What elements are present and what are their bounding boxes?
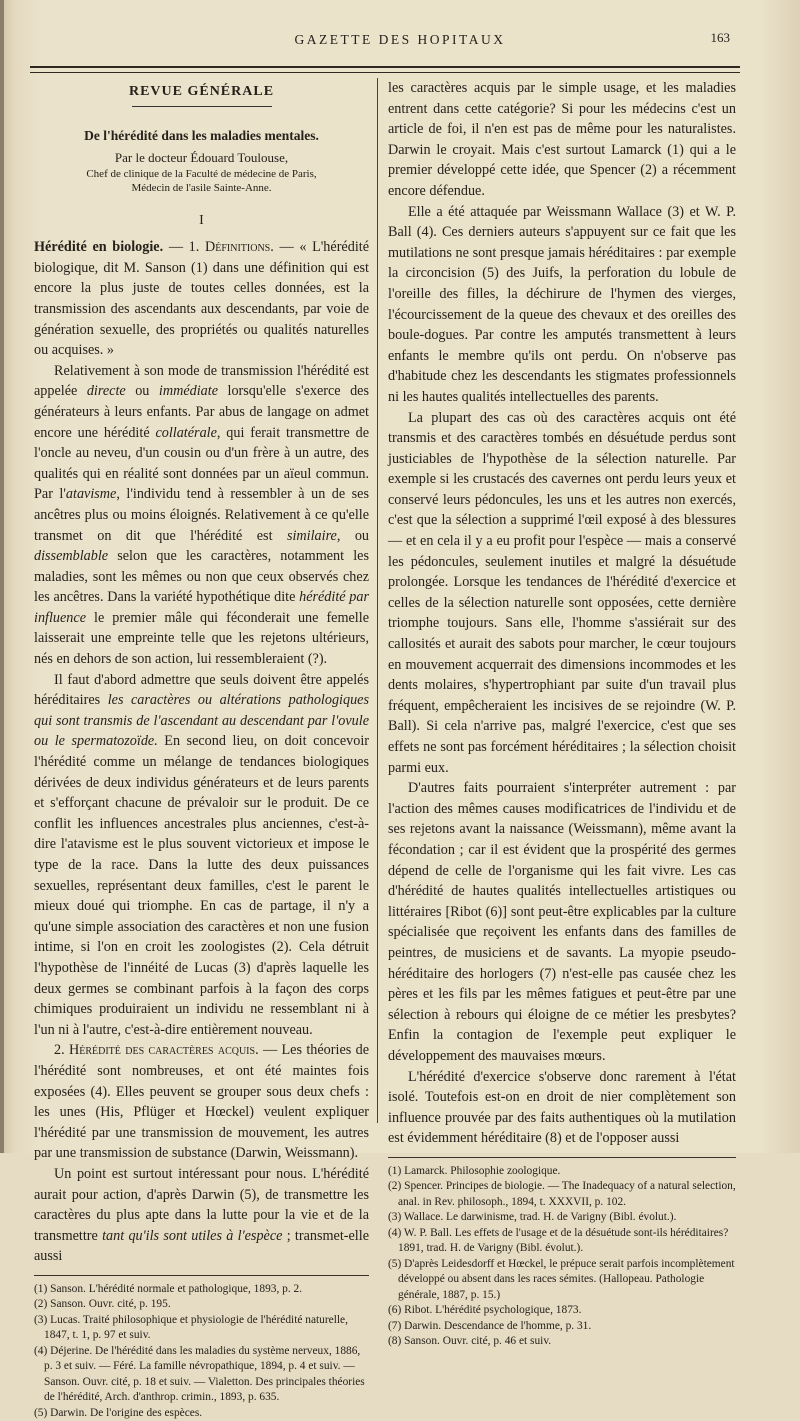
text-run: le premier mâle qui féconderait une femelle laisserait une empreinte telle que les rejetons ultérieurs, nés en dehors de son action, lui ressembleraient (?). [34,609,369,668]
footnote: (5) Darwin. De l'origine des espèces. [34,1406,203,1419]
text-run: lorsqu'elle s'exerce des générateurs à leurs enfants. Par abus de langage on admet encore une hérédité [34,383,369,441]
footnote: (8) Sanson. Ouvr. cité, p. 46 et suiv. [388,1335,552,1348]
text-run: selon que les caractères, notamment les maladies, sont les mêmes ou non que ceux observés chez les ancêtres. Dans la variété hypothétique dite [34,548,369,606]
left-column [34,78,369,1421]
part-numeral: I [199,212,204,228]
footnote: (5) D'après Leidesdorff et Hœckel, le prépuce serait parfois incomplètement développé ou absent dans les races sémites. (Hallopeau. Pathologie générale, 1887, p. 15.) [388,1257,735,1301]
text-run: , ou [336,527,370,544]
affiliation-line-1: Chef de clinique de la Faculté de médecine de Paris, [86,167,317,180]
paragraph-text: — « L'hérédité biologique, dit M. Sanson (1) dans une définition qui est encore la plus juste de toutes celles données, est la transmission des ascendants aux descendants, par voie de génération sexuelle, des propriétés ou qualités naturelles ou acquises. » [34,239,369,359]
italic-term: collatérale [155,424,217,441]
italic-term: tant qu'ils sont utiles à l'espèce [102,1227,283,1244]
text-run: — Les théories de l'hérédité sont nombreuses, et ont été maintes fois exposées (4). Elles peuvent se grouper sous deux chefs : les unes (His, Pflüger et Hœckel) veulent expliquer l'hérédité par une transmission de mouvement, les autres par une transmission de substance (Darwin, Weissmann). [34,1042,369,1162]
footnote-rule [388,1157,736,1158]
paragraph-hereditary-definition [34,670,369,1041]
paragraph-weissmann-ball: Elle a été attaquée par Weissmann Wallace (3) et W. P. Ball (4). Ces derniers auteurs s'appuyent sur ce fait que les mutilations ne sont presque jamais héréditaires : par exemple la circoncision (5) des Juifs, la perforation du lobule de l'oreille des filles, la déchirure de l'hymen des vierges, l'écourcissement de la queue des chevaux et des oreilles des boule-dogues. Par contre les amputés transmettent à leurs enfants le membre qu'ils ont perdu. On n'observe pas d'habitude chez les descendants les stigmates professionnels ni les hautes qualités intellectuelles des parents. [388,203,736,405]
italic-passage: les caractères ou altérations pathologiques qui sont transmis de l'ascendant au descendant par l'ovule ou le spermatozoïde. [34,692,369,750]
italic-term: dissemblable [34,548,109,565]
text-run: Un point est surtout intéressant pour nous. L'hérédité aurait pour action, d'après Darwin (5), de transmettre les caractères du plus apte dans la lutte pour la vie et de la transmettre [34,1165,369,1244]
author-affiliation [34,167,369,195]
footnote: (4) W. P. Ball. Les effets de l'usage et de la désuétude sont-ils héréditaires? 1891, trad. H. de Varigny (Bibl. évolut.). [388,1226,729,1255]
footnote: (3) Lucas. Traité philosophique et physiologie de l'hérédité naturelle, 1847, t. 1, p. 97 et suiv. [34,1313,348,1342]
footnote: (4) Déjerine. De l'hérédité dans les maladies du système nerveux, 1886, p. 3 et suiv. — Féré. La famille névropathique, 1894, p. 4 et suiv. — Sanson. Ouvr. cité, p. 18 et suiv. — Vialetton. Des principales théories de l'hérédité, Arch. d'anthrop. crimin., 1893, p. 635. [34,1344,365,1404]
footnote-rule [34,1275,369,1276]
subheading-acquired-characters: 2. Hérédité des caractères acquis. [54,1042,259,1059]
right-column [388,78,736,1350]
paragraph-acquired-characters [34,1040,369,1164]
italic-term: directe [86,383,126,400]
heading-heredite-biologie: Hérédité en biologie. [34,239,164,256]
right-footnotes [388,1164,736,1350]
text-run: Relativement à son mode de transmission l'hérédité est appelée [34,362,369,400]
column-divider [377,78,378,1123]
paragraph-other-interpretations: D'autres faits pourraient s'interpréter autrement : par l'action des mêmes causes modificatrices de l'individu et de ses rejetons avant la naissance (Weissmann), même avant la fécondation ; car il est évident que la prospérité des germes dépend de celle de l'organisme qui les fait vivre. Les cas d'hérédité de hautes qualités intellectuelles artistiques ou littéraires [Ribot (6)] sont peut-être explicables par la culture spécialisée que reçoivent les enfants dans des familles de peintres, de musiciens et de savants. La myopie pseudo-héréditaire des horlogers (7) n'est-elle pas causée chez les pères et les fils par les mêmes fatigues et peut-être par une sélection à rebours qui éloigne de ce métier les presbytes? Enfin la contagion de l'exemple peut expliquer le développement des mauvaises mœurs. [388,780,736,1064]
paragraph-exercise-heredity: L'hérédité d'exercice s'observe donc rarement à l'état isolé. Toutefois est-on en droit de nier complètement son influence prouvée par des faits authentiques où la mutilation est évidemment héréditaire (8) et de l'opposer aussi [388,1068,736,1147]
footnote: (1) Sanson. L'hérédité normale et pathologique, 1893, p. 2. [34,1282,303,1295]
italic-term: hérédité par influence [34,589,369,626]
footnote: (1) Lamarck. Philosophie zoologique. [388,1164,561,1177]
section-title-text: REVUE GÉNÉRALE [128,84,275,99]
footnote: (3) Wallace. Le darwinisme, trad. H. de Varigny (Bibl. évolut.). [388,1211,677,1224]
footnote: (7) Darwin. Descendance de l'homme, p. 31. [388,1319,592,1332]
section-title-underline [132,106,272,107]
paragraph-darwin [34,1164,369,1267]
page-number: 163 [710,30,730,45]
footnote: (2) Sanson. Ouvr. cité, p. 195. [34,1298,171,1311]
paragraph-natural-selection: La plupart des cas où des caractères acquis ont été transmis et des caractères tombés en désuétude perdus sont justiciables de l'hypothèse de la sélection naturelle. Par exemple si les crustacés des cavernes ont perdu leurs yeux et conservé leurs pédoncules, les uns et les autres non exercés, c'est que la sélection a supprimé l'œil exposé à des blessures — et en cela il y a eu profit pour l'espèce — mais a conservé les pédoncules, seulement inutiles et malgré la désuétude prolongée. Lorsque les tendances de l'hérédité d'exercice et celles de la sélection naturelle sont opposées, cette dernière triomphe toujours. Sans elle, l'homme s'assiérait sur des callosités et aurait des sabots pour marcher, le cœur toujours en mouvement acquerrait des dimensions incommodes et les dents molaires, s'hypertrophiant par suite d'un travail plus fréquent, empêcheraient les incisives de se rejoindre (W. P. Ball). Si cela n'arrive pas, malgré l'exercice, c'est que ses effets ne sont pas forcément héréditaires ; la sélection choisit parmi eux. [388,409,736,776]
footnote: (2) Spencer. Principes de biologie. — The Inadequacy of a natural selection, anal. in Rev. philosoph., 1894, t. XXXVII, p. 102. [388,1180,736,1208]
paragraph-continued: les caractères acquis par le simple usage, et les maladies entrent dans cette catégorie? Si pour les médecins c'est un article de foi, il n'en est pas de même pour les naturalistes. Darwin le croyait. Mais c'est surtout Lamarck (1) qui a le premier développé cette idée, que Spencer (2) a récemment encore défendue. [388,80,736,199]
article-byline: Par le docteur Édouard Toulouse, [114,149,289,165]
text-run: ; transmet-elle aussi [34,1227,369,1265]
header-rule-thin [30,72,740,73]
affiliation-line-2: Médecin de l'asile Sainte-Anne. [131,181,272,194]
subheading-definitions: — 1. Définitions. [163,239,274,256]
header-rule-thick [30,66,740,68]
text-run: En second lieu, on doit concevoir l'hérédité comme un mélange de tendances biologiques dérivées de deux individus générateurs et de leurs parents et s'efforçant chacune de prévaloir sur le produit. De ce conflit les influences ancestrales plus anciennes, c'est-à-dire l'atavisme est le plus souvent victorieux et impose le type de la race. Dans la lutte des deux puissances sexuelles, représentant deux familles, c'est le parent le mieux doué qui triomphe. En cas de partage, il n'y a qu'une simple association des caractères et non une fusion intime, si l'on en croit les zoologistes (2). Cela détruit l'hypothèse de l'innéité de Lucas (3) d'après laquelle les deux germes se combinant parfois à la façon des corps chimiques produiraient un individu ne ressemblant ni à l'un ni à l'autre, c'est-à-dire entièrement nouveau. [34,733,370,1038]
text-run: Il faut d'abord admettre que seuls doivent être appelés héréditaires [34,671,369,709]
page-binding-edge [0,0,4,1153]
italic-term: similaire [286,527,337,544]
running-title: GAZETTE DES HOPITAUX [294,32,506,47]
left-footnotes [34,1282,369,1421]
text-run: , qui ferait transmettre de l'oncle au neveu, d'un cousin ou d'un frère à un autre, des qualités qui en réalité sont données par un aïeul commun. Par l' [34,424,369,503]
italic-term: immédiate [158,383,218,400]
footnote: (6) Ribot. L'hérédité psychologique, 1873. [388,1304,582,1317]
text-run: , l'individu tend à ressembler à un de ses ancêtres plus ou moins éloignés. Relativement à ce qu'elle transmet on dit que l'hérédité est [34,486,369,544]
paragraph-definitions [34,237,369,361]
section-title [34,82,369,107]
text-run: ou [125,383,159,400]
paragraph-transmission-modes [34,361,369,670]
article-title: De l'hérédité dans les maladies mentales. [84,127,319,143]
italic-term: atavisme [65,486,117,503]
